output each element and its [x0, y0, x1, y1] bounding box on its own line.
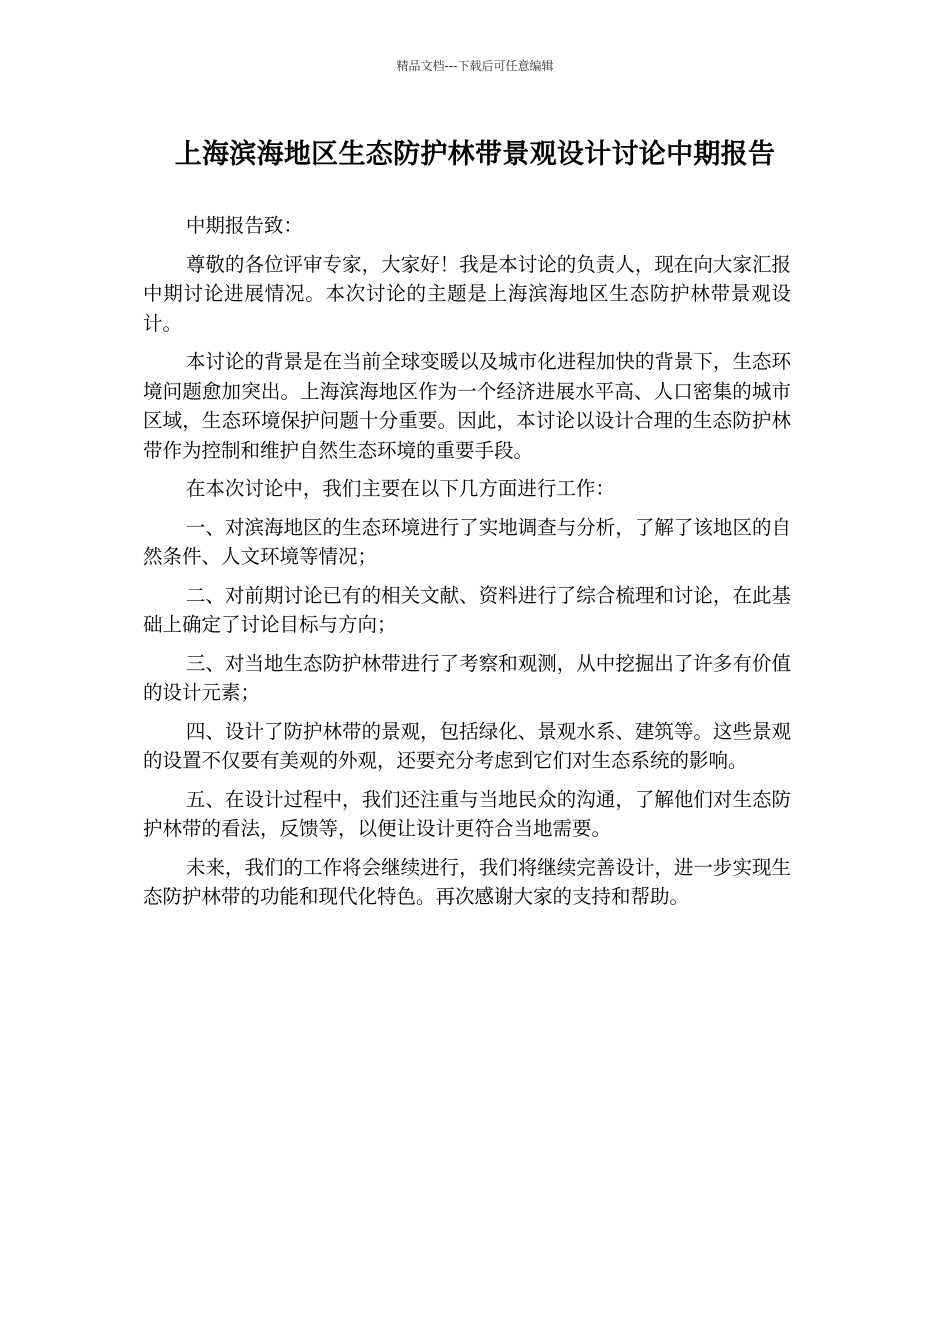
document-body: [143, 211, 791, 921]
paragraph-item-1: 一、对滨海地区的生态环境进行了实地调查与分析，了解了该地区的自然条件、人文环境等情况；: [143, 515, 791, 568]
paragraph-item-5: 五、在设计过程中，我们还注重与当地民众的沟通，了解他们对生态防护林带的看法，反馈等，以便让设计更符合当地需要。: [143, 787, 791, 840]
page-header: 精品文档---下载后可任意编辑: [396, 59, 554, 73]
paragraph-greeting: 尊敬的各位评审专家，大家好！我是本讨论的负责人，现在向大家汇报中期讨论进展情况。本次讨论的主题是上海滨海地区生态防护林带景观设计。: [143, 252, 791, 335]
paragraph-item-2: 二、对前期讨论已有的相关文献、资料进行了综合梳理和讨论，在此基础上确定了讨论目标与方向；: [143, 583, 791, 636]
paragraph-salutation: 中期报告致：: [185, 214, 303, 237]
document-title: 上海滨海地区生态防护林带景观设计讨论中期报告: [174, 139, 776, 170]
paragraph-item-4: 四、设计了防护林带的景观，包括绿化、景观水系、建筑等。这些景观的设置不仅要有美观的外观，还要充分考虑到它们对生态系统的影响。: [143, 719, 791, 772]
paragraph-background: 本讨论的背景是在当前全球变暖以及城市化进程加快的背景下，生态环境问题愈加突出。上海滨海地区作为一个经济进展水平高、人口密集的城市区域，生态环境保护问题十分重要。因此，本讨论以设计合理的生态防护林带作为控制和维护自然生态环境的重要手段。: [143, 350, 791, 462]
paragraph-work-intro: 在本次讨论中，我们主要在以下几方面进行工作：: [185, 477, 615, 500]
paragraph-item-3: 三、对当地生态防护林带进行了考察和观测，从中挖掘出了许多有价值的设计元素；: [143, 651, 791, 704]
paragraph-closing: 未来，我们的工作将会继续进行，我们将继续完善设计，进一步实现生态防护林带的功能和现代化特色。再次感谢大家的支持和帮助。: [143, 855, 791, 908]
